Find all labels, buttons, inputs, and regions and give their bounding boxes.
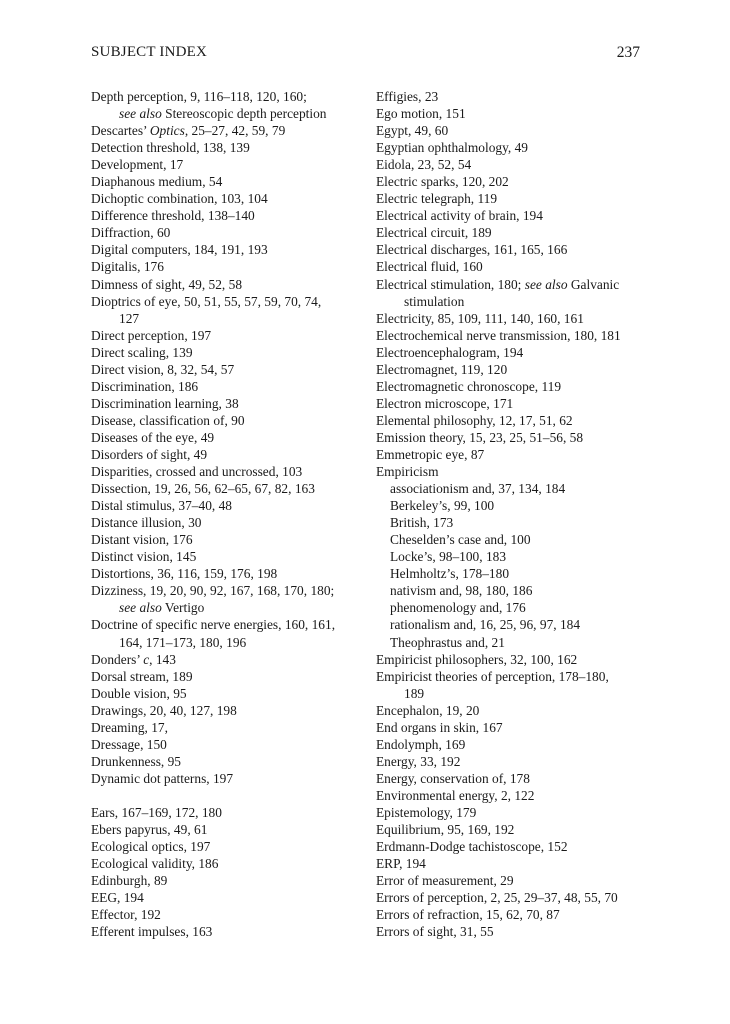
index-entry: Diaphanous medium, 54 — [91, 174, 223, 190]
index-entry: Direct perception, 197 — [91, 327, 212, 343]
index-entry: Distant vision, 176 — [91, 532, 193, 548]
index-entry: Electrical circuit, 189 — [376, 225, 492, 241]
index-entry: Energy, conservation of, 178 — [376, 770, 530, 786]
index-entry: Emission theory, 15, 23, 25, 51–56, 58 — [376, 429, 584, 445]
index-entry: Disorders of sight, 49 — [91, 446, 208, 462]
index-entry: Electrical stimulation, 180; see also Galvanic — [376, 276, 620, 292]
index-entry: Discrimination, 186 — [91, 378, 199, 394]
index-entry: Diseases of the eye, 49 — [91, 429, 215, 445]
index-entry: Energy, 33, 192 — [376, 753, 461, 769]
index-entry-continuation: stimulation — [404, 293, 465, 309]
index-subentry: Cheselden’s case and, 100 — [390, 532, 531, 548]
section-gap — [91, 787, 357, 804]
index-entry: Elemental philosophy, 12, 17, 51, 62 — [376, 412, 573, 428]
page-number: 237 — [616, 44, 640, 61]
index-entry: Distance illusion, 30 — [91, 515, 202, 531]
index-entry: Disease, classification of, 90 — [91, 412, 245, 428]
index-entry: Electrical discharges, 161, 165, 166 — [376, 242, 568, 258]
index-entry-continuation: see also Vertigo — [119, 600, 205, 616]
index-entry: Diffraction, 60 — [91, 225, 171, 241]
index-entry: ERP, 194 — [376, 856, 426, 872]
index-subentry: nativism and, 98, 180, 186 — [390, 583, 533, 599]
index-entry: Encephalon, 19, 20 — [376, 702, 480, 718]
index-entry: Ecological validity, 186 — [91, 856, 219, 872]
index-entry-continuation: see also Stereoscopic depth perception — [119, 106, 327, 122]
index-column-right — [376, 88, 646, 940]
index-entry: Effigies, 23 — [376, 89, 439, 104]
index-subentry: Theophrastus and, 21 — [390, 634, 505, 650]
index-entry: Direct scaling, 139 — [91, 344, 193, 360]
index-entry: Disparities, crossed and uncrossed, 103 — [91, 464, 303, 480]
index-entry: Electrical fluid, 160 — [376, 259, 483, 275]
index-entry: End organs in skin, 167 — [376, 719, 503, 735]
index-entry: Empiricism — [376, 464, 439, 480]
index-entry-continuation: 164, 171–173, 180, 196 — [119, 634, 247, 650]
index-subentry: Helmholtz’s, 178–180 — [390, 566, 510, 582]
index-entry-continuation: 189 — [404, 685, 425, 701]
index-subentry: phenomenology and, 176 — [390, 600, 526, 616]
running-head-title: SUBJECT INDEX — [91, 44, 208, 60]
index-entry: Electroencephalogram, 194 — [376, 344, 524, 360]
index-entry: Electrochemical nerve transmission, 180, 181 — [376, 327, 621, 343]
index-entry: Distinct vision, 145 — [91, 549, 197, 565]
index-entry: Ebers papyrus, 49, 61 — [91, 821, 208, 837]
index-entry: Ego motion, 151 — [376, 106, 466, 122]
index-entry: Ecological optics, 197 — [91, 839, 211, 855]
index-entry: Empiricist philosophers, 32, 100, 162 — [376, 651, 578, 667]
index-entry: Eidola, 23, 52, 54 — [376, 157, 472, 173]
index-entry: Epistemology, 179 — [376, 804, 477, 820]
index-entry: Effector, 192 — [91, 907, 161, 923]
index-entry: Dressage, 150 — [91, 736, 167, 752]
index-entry: Descartes’ Optics, 25–27, 42, 59, 79 — [91, 123, 286, 139]
index-entry: Discrimination learning, 38 — [91, 395, 239, 411]
index-entry: Distortions, 36, 116, 159, 176, 198 — [91, 566, 278, 582]
index-entry: Environmental energy, 2, 122 — [376, 787, 535, 803]
index-entry: Empiricist theories of perception, 178–180, — [376, 668, 609, 684]
index-entry: Dreaming, 17, — [91, 719, 168, 735]
index-entry: Detection threshold, 138, 139 — [91, 140, 250, 156]
index-entry: Endolymph, 169 — [376, 736, 466, 752]
index-entry: Emmetropic eye, 87 — [376, 446, 485, 462]
index-subentry: Berkeley’s, 99, 100 — [390, 498, 495, 514]
index-entry: EEG, 194 — [91, 890, 144, 906]
index-entry: Dorsal stream, 189 — [91, 668, 193, 684]
index-entry-continuation: 127 — [119, 310, 140, 326]
index-entry: Digital computers, 184, 191, 193 — [91, 242, 268, 258]
index-entry: Electromagnetic chronoscope, 119 — [376, 378, 562, 394]
index-entry: Drunkenness, 95 — [91, 753, 182, 769]
index-entry: Electron microscope, 171 — [376, 395, 514, 411]
index-entry: Electricity, 85, 109, 111, 140, 160, 161 — [376, 310, 584, 326]
index-entry: Electric sparks, 120, 202 — [376, 174, 509, 190]
index-subentry: British, 173 — [390, 515, 454, 531]
index-entry: Electric telegraph, 119 — [376, 191, 498, 207]
index-entry: Difference threshold, 138–140 — [91, 208, 255, 224]
index-entry: Dizziness, 19, 20, 90, 92, 167, 168, 170, 180; — [91, 583, 335, 599]
index-entry: Direct vision, 8, 32, 54, 57 — [91, 361, 235, 377]
index-subentry: Locke’s, 98–100, 183 — [390, 549, 507, 565]
index-entry: Dynamic dot patterns, 197 — [91, 770, 234, 786]
index-entry: Errors of perception, 2, 25, 29–37, 48, 55, 70 — [376, 890, 618, 906]
index-entry: Errors of sight, 31, 55 — [376, 924, 494, 940]
index-entry: Depth perception, 9, 116–118, 120, 160; — [91, 89, 307, 104]
index-entry: Digitalis, 176 — [91, 259, 164, 275]
index-entry: Efferent impulses, 163 — [91, 924, 213, 940]
index-entry: Electromagnet, 119, 120 — [376, 361, 508, 377]
index-entry: Distal stimulus, 37–40, 48 — [91, 498, 232, 514]
index-entry: Doctrine of specific nerve energies, 160, 161, — [91, 617, 336, 633]
index-entry: Erdmann-Dodge tachistoscope, 152 — [376, 839, 568, 855]
index-entry: Donders’ c, 143 — [91, 651, 176, 667]
index-entry: Double vision, 95 — [91, 685, 187, 701]
index-entry: Egyptian ophthalmology, 49 — [376, 140, 528, 156]
index-entry: Drawings, 20, 40, 127, 198 — [91, 702, 237, 718]
index-entry: Dimness of sight, 49, 52, 58 — [91, 276, 243, 292]
index-subentry: associationism and, 37, 134, 184 — [390, 481, 566, 497]
index-column-left — [91, 88, 357, 940]
index-entry: Error of measurement, 29 — [376, 873, 514, 889]
running-header — [91, 44, 640, 66]
index-entry: Ears, 167–169, 172, 180 — [91, 804, 222, 820]
index-entry: Equilibrium, 95, 169, 192 — [376, 822, 515, 838]
index-subentry: rationalism and, 16, 25, 96, 97, 184 — [390, 617, 581, 633]
index-entry: Egypt, 49, 60 — [376, 123, 449, 139]
index-entry: Dissection, 19, 26, 56, 62–65, 67, 82, 163 — [91, 481, 315, 497]
index-entry: Dioptrics of eye, 50, 51, 55, 57, 59, 70, 74, — [91, 293, 322, 309]
index-entry: Electrical activity of brain, 194 — [376, 208, 543, 224]
index-entry: Errors of refraction, 15, 62, 70, 87 — [376, 907, 560, 923]
index-entry: Edinburgh, 89 — [91, 873, 168, 889]
index-entry: Development, 17 — [91, 157, 184, 173]
index-entry: Dichoptic combination, 103, 104 — [91, 191, 268, 207]
